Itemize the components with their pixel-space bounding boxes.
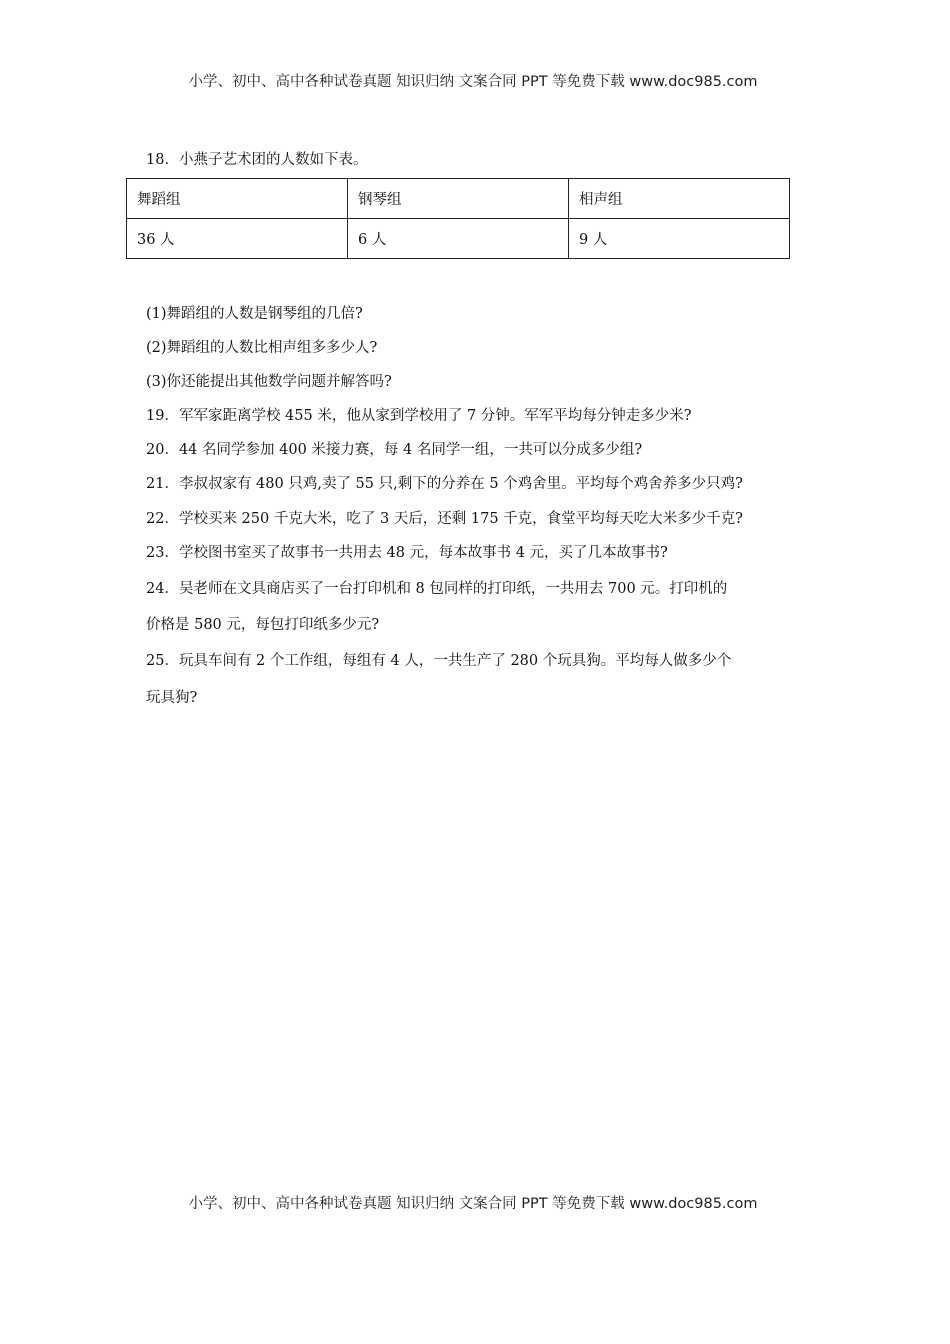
question-25-cont: 玩具狗? xyxy=(146,690,198,706)
question-24: 24．吴老师在文具商店买了一台打印机和 8 包同样的打印纸，一共用去 700 元。打印机的 xyxy=(146,581,728,597)
table-row xyxy=(127,219,790,259)
table-cell: 6 人 xyxy=(348,219,569,259)
question-18-sub-3: (3)你还能提出其他数学问题并解答吗? xyxy=(146,374,392,390)
table-cell: 相声组 xyxy=(569,179,790,219)
question-21: 21．李叔叔家有 480 只鸡,卖了 55 只,剩下的分养在 5 个鸡舍里。平均每个鸡舍养多少只鸡? xyxy=(146,476,743,492)
table-header-row xyxy=(127,179,790,219)
question-25: 25．玩具车间有 2 个工作组，每组有 4 人，一共生产了 280 个玩具狗。平均每人做多少个 xyxy=(146,653,732,669)
question-18-sub-2: (2)舞蹈组的人数比相声组多多少人? xyxy=(146,340,378,356)
question-22: 22．学校买来 250 千克大米，吃了 3 天后，还剩 175 千克，食堂平均每天吃大米多少千克? xyxy=(146,511,743,527)
question-20: 20．44 名同学参加 400 米接力赛，每 4 名同学一组，一共可以分成多少组? xyxy=(146,442,643,458)
question-18-sub-1: (1)舞蹈组的人数是钢琴组的几倍? xyxy=(146,306,363,322)
page-footer: 小学、初中、高中各种试卷真题 知识归纳 文案合同 PPT 等免费下载 www.doc985.com xyxy=(188,1196,758,1212)
page-header: 小学、初中、高中各种试卷真题 知识归纳 文案合同 PPT 等免费下载 www.doc985.com xyxy=(188,74,758,90)
question-19: 19．军军家距离学校 455 米，他从家到学校用了 7 分钟。军军平均每分钟走多少米? xyxy=(146,408,692,424)
question-18-title: 18．小燕子艺术团的人数如下表。 xyxy=(146,152,368,168)
table-cell: 钢琴组 xyxy=(348,179,569,219)
table-cell: 9 人 xyxy=(569,219,790,259)
art-troupe-table xyxy=(126,178,790,259)
question-23: 23．学校图书室买了故事书一共用去 48 元，每本故事书 4 元，买了几本故事书? xyxy=(146,545,668,561)
table-cell: 36 人 xyxy=(127,219,348,259)
question-24-cont: 价格是 580 元，每包打印纸多少元? xyxy=(146,617,380,633)
table-cell: 舞蹈组 xyxy=(127,179,348,219)
